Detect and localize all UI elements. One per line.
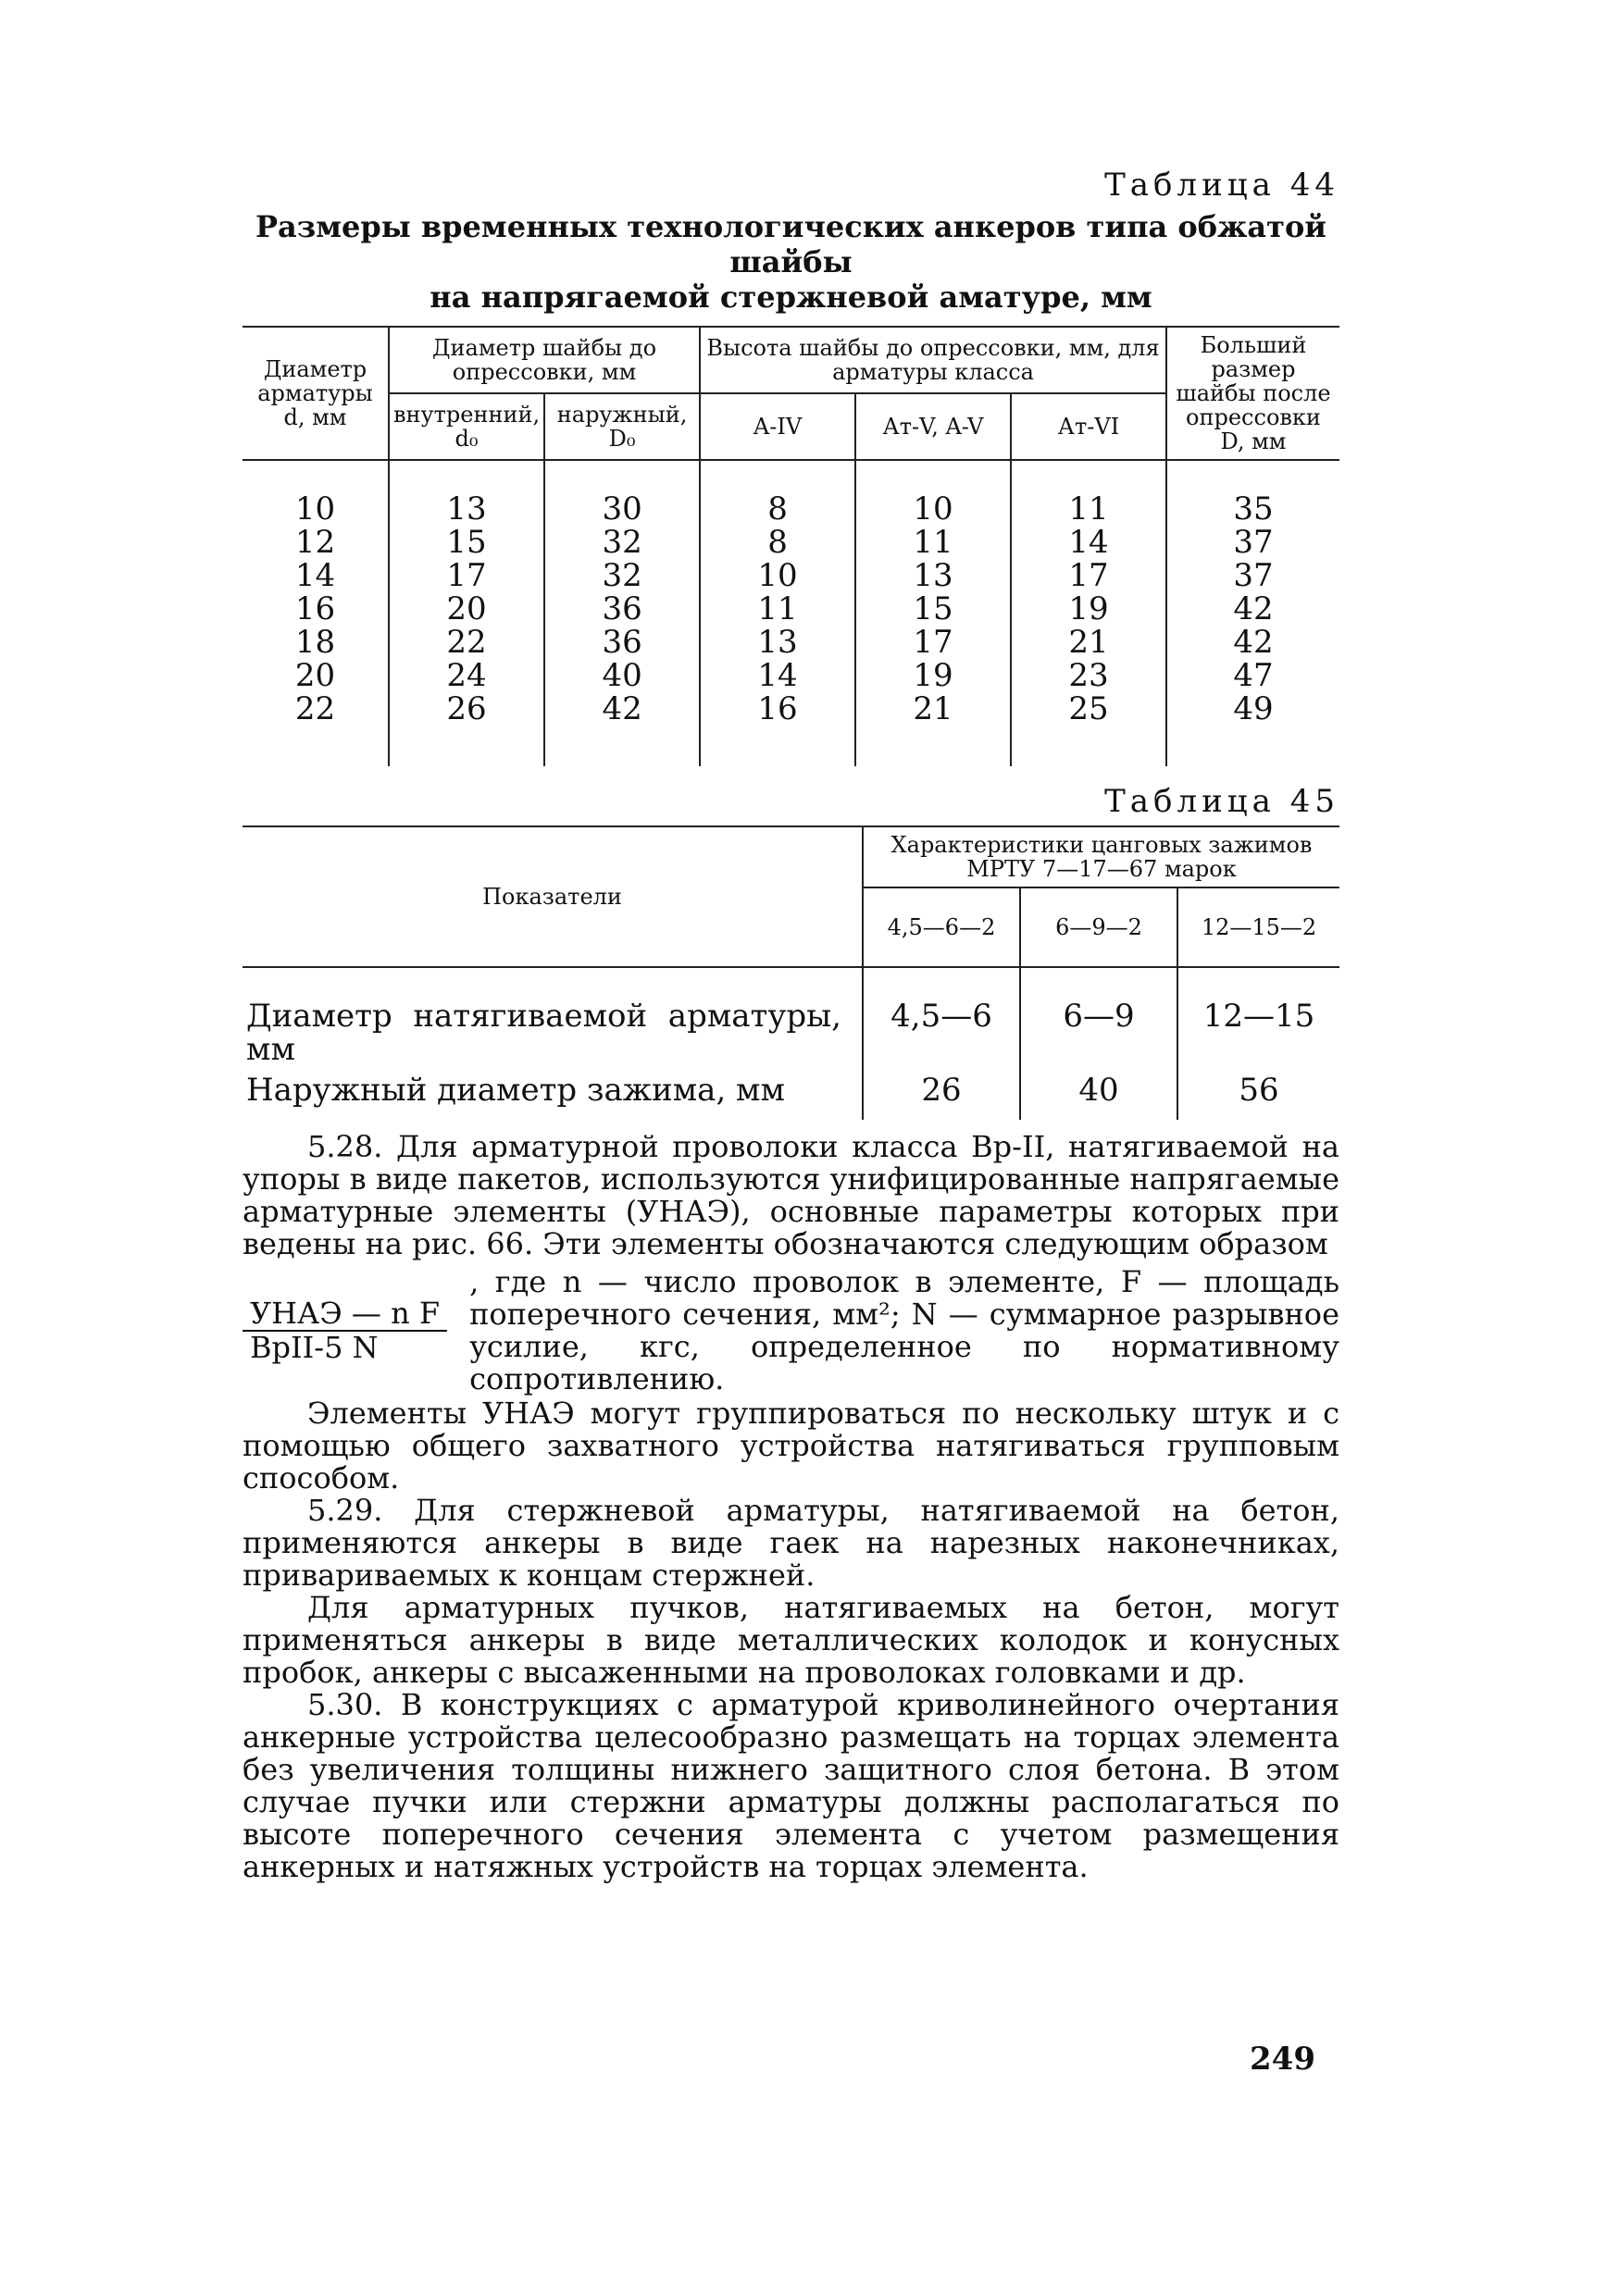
cell: 49 — [1166, 692, 1339, 766]
table-row — [243, 659, 1339, 692]
cell: 13 — [389, 460, 544, 526]
table44-title-line1: Размеры временных технологических анкеров типа обжатой шайбы — [255, 209, 1327, 279]
cell: 40 — [544, 659, 700, 692]
header-inner: внутренний, d₀ — [389, 393, 544, 460]
header-atvi: Ат-VI — [1011, 393, 1166, 460]
cell: 17 — [1011, 559, 1166, 592]
cell: 47 — [1166, 659, 1339, 692]
cell: 37 — [1166, 559, 1339, 592]
cell: 21 — [1011, 626, 1166, 659]
cell: 42 — [544, 692, 700, 766]
body-text — [243, 1131, 1339, 1883]
page-number: 249 — [1250, 2041, 1315, 2078]
table44-title — [243, 209, 1339, 315]
unae-formula — [243, 1266, 1339, 1396]
formula-denominator: ВрII-5 N — [250, 1330, 379, 1365]
cell: 11 — [1011, 460, 1166, 526]
table-row — [243, 526, 1339, 559]
cell: 12—15 — [1177, 967, 1339, 1070]
cell: 26 — [389, 692, 544, 766]
cell: 42 — [1166, 626, 1339, 659]
cell: 20 — [389, 592, 544, 626]
cell: 18 — [294, 624, 336, 661]
cell: 10 — [700, 559, 855, 592]
cell: 42 — [1166, 592, 1339, 626]
paragraph-bundles: Для арматурных пучков, натягиваемых на бетон, могут применяться анкеры в виде металлических колодок и конусных пробок, анкеры с высаженными на проволоках головками и др. — [243, 1590, 1339, 1690]
cell: 24 — [389, 659, 544, 692]
cell: 11 — [700, 592, 855, 626]
header-diameter: Диаметр арматуры d, мм — [243, 327, 389, 460]
cell: 8 — [700, 460, 855, 526]
cell: 19 — [855, 659, 1011, 692]
page-content — [243, 167, 1339, 1883]
cell: 13 — [855, 559, 1011, 592]
table-row — [243, 626, 1339, 659]
cell: 8 — [700, 526, 855, 559]
table45 — [243, 825, 1339, 1120]
header-mark-1: 4,5—6—2 — [863, 887, 1020, 967]
cell: 10 — [855, 460, 1011, 526]
cell: 17 — [389, 559, 544, 592]
header-a4: A-IV — [700, 393, 855, 460]
table-row — [243, 967, 1339, 1070]
header-washer-height: Высота шайбы до опрессовки, мм, для арматуры класса — [700, 327, 1166, 393]
cell: 6—9 — [1020, 967, 1177, 1070]
header-indicators: Показатели — [243, 826, 863, 967]
cell: 23 — [1011, 659, 1166, 692]
table-row — [243, 559, 1339, 592]
row-label: Диаметр натягиваемой арматуры, мм — [246, 998, 841, 1068]
header-washer-diameter: Диаметр шайбы до опрессовки, мм — [389, 327, 700, 393]
cell: 14 — [294, 557, 336, 594]
cell: 30 — [544, 460, 700, 526]
table-row — [243, 592, 1339, 626]
cell: 15 — [855, 592, 1011, 626]
paragraph-unae-grouping: Элементы УНАЭ могут группироваться по нескольку штук и с помощью общего захватного устройства натягиваться групповым способом. — [243, 1396, 1339, 1496]
cell: 4,5—6 — [863, 967, 1020, 1070]
cell: 16 — [294, 590, 336, 627]
cell: 26 — [863, 1070, 1020, 1120]
table-row — [243, 460, 1339, 526]
cell: 40 — [1020, 1070, 1177, 1120]
cell: 37 — [1166, 526, 1339, 559]
cell: 32 — [544, 526, 700, 559]
cell: 14 — [1011, 526, 1166, 559]
table44 — [243, 326, 1339, 766]
cell: 16 — [700, 692, 855, 766]
cell: 36 — [544, 626, 700, 659]
header-atv: Ат-V, A-V — [855, 393, 1011, 460]
table-row — [243, 1070, 1339, 1120]
cell: 17 — [855, 626, 1011, 659]
cell: 20 — [294, 657, 336, 694]
paragraph-5-28: 5.28. Для арматурной проволоки класса Вр-II, натягиваемой на упоры в виде пакетов, используются унифицированные напрягаемые арматурные элементы (УНАЭ), основные параметры которых при ведены на рис. 66. Эти элементы обозначаются следующим образом — [243, 1129, 1339, 1261]
header-mark-3: 12—15—2 — [1177, 887, 1339, 967]
cell: 56 — [1177, 1070, 1339, 1120]
cell: 14 — [700, 659, 855, 692]
cell: 22 — [294, 690, 336, 727]
paragraph-5-29: 5.29. Для стержневой арматуры, натягиваемой на бетон, применяются анкеры в виде гаек на нарезных наконечниках, привариваемых к концам стержней. — [243, 1493, 1339, 1593]
formula-explanation: , где n — число проволок в элементе, F — площадь поперечного сечения, мм²; N — суммарное разрывное усилие, кгс, определенное по нормативному сопротивлению. — [469, 1264, 1339, 1396]
header-largest-size: Больший размер шайбы после опрессовки D, мм — [1166, 327, 1339, 460]
header-clamp-characteristics: Характеристики цанговых зажимов МРТУ 7—17—67 марок — [863, 826, 1339, 887]
cell: 36 — [544, 592, 700, 626]
header-mark-2: 6—9—2 — [1020, 887, 1177, 967]
row-label: Наружный диаметр зажима, мм — [246, 1072, 785, 1109]
formula-numerator: УНАЭ — n F — [243, 1297, 447, 1332]
cell: 10 — [294, 490, 336, 527]
cell: 11 — [855, 526, 1011, 559]
cell: 21 — [855, 692, 1011, 766]
cell: 25 — [1011, 692, 1166, 766]
formula-fraction — [243, 1297, 447, 1364]
header-outer: наружный, D₀ — [544, 393, 700, 460]
cell: 22 — [389, 626, 544, 659]
table44-title-line2: на напрягаемой стержневой аматуре, мм — [430, 279, 1152, 315]
cell: 12 — [294, 524, 336, 561]
cell: 15 — [389, 526, 544, 559]
table45-caption: Таблица 45 — [1104, 783, 1339, 820]
cell: 35 — [1166, 460, 1339, 526]
table-row — [243, 692, 1339, 766]
cell: 32 — [544, 559, 700, 592]
cell: 13 — [700, 626, 855, 659]
paragraph-5-30: 5.30. В конструкциях с арматурой криволинейного очертания анкерные устройства целесообразно размещать на торцах элемента без увеличения толщины нижнего защитного слоя бетона. В этом случае пучки или стержни арматуры должны располагаться по высоте поперечного сечения элемента с учетом размещения анкерных и натяжных устройств на торцах элемента. — [243, 1687, 1339, 1884]
cell: 19 — [1011, 592, 1166, 626]
table44-caption: Таблица 44 — [1104, 167, 1339, 204]
